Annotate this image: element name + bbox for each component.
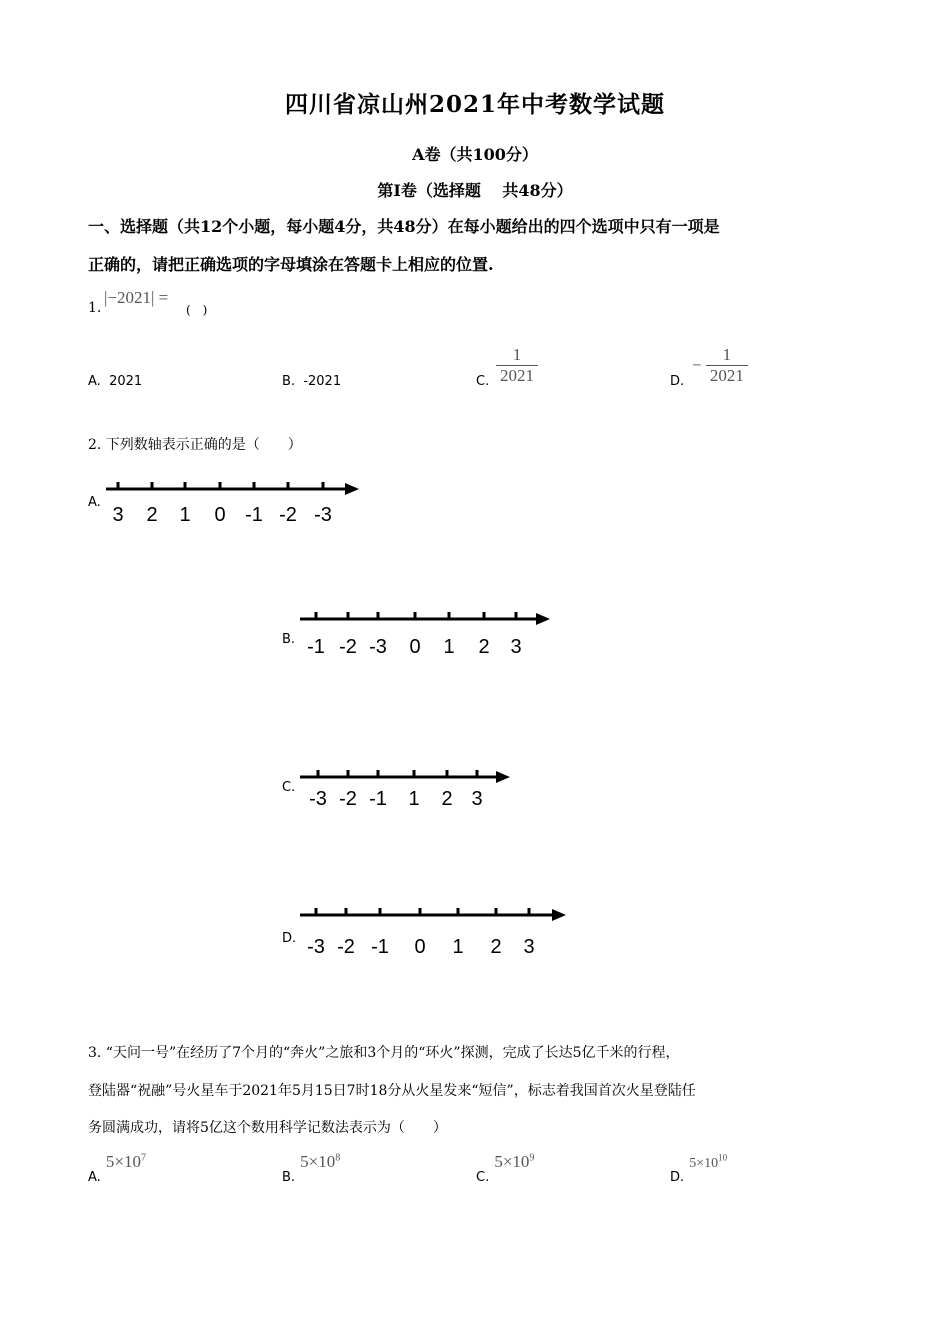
q1-option-c-letter[interactable]: C. xyxy=(476,374,490,389)
q3-text-line1: 3. “天问一号”在经历了7个月的“奔火”之旅和3个月的“环火”探测，完成了长达5亿千米的行程， xyxy=(88,1045,680,1061)
q2-option-a-number-line xyxy=(104,474,364,530)
q2-option-c-letter[interactable]: C. xyxy=(282,780,296,795)
axis-label: 0 xyxy=(414,936,426,958)
volume-a-heading: A卷（共100分） xyxy=(412,145,538,164)
q1-option-d-fraction: − $\frac{1}{2021}$ xyxy=(692,345,748,386)
axis-label: -2 xyxy=(337,936,355,958)
axis-label: 2 xyxy=(478,636,490,658)
q2-option-b-number-line xyxy=(298,606,556,662)
axis-label: -3 xyxy=(309,788,327,810)
axis-label: 2 xyxy=(441,788,453,810)
part-one-heading: 第I卷（选择题 共48分） xyxy=(377,181,573,200)
axis-label: 3 xyxy=(112,504,124,526)
axis-label: -2 xyxy=(279,504,297,526)
q2-text: 2. 下列数轴表示正确的是（ ） xyxy=(88,437,302,453)
axis-label: 1 xyxy=(452,936,464,958)
q2-option-d-letter[interactable]: D. xyxy=(282,931,297,946)
q1-option-a[interactable]: A. 2021 xyxy=(88,374,143,389)
axis-label: -3 xyxy=(307,936,325,958)
axis-label: 2 xyxy=(490,936,502,958)
axis-label: 3 xyxy=(510,636,522,658)
axis-label: 1 xyxy=(179,504,191,526)
axis-label: -1 xyxy=(245,504,263,526)
q3-option-c[interactable]: $_{C.}$ $5\times 10^9$ xyxy=(476,1152,535,1185)
axis-label: 3 xyxy=(471,788,483,810)
axis-label: -3 xyxy=(369,636,387,658)
q3-option-a[interactable]: $_{A.}$ $5\times 10^7$ xyxy=(88,1152,146,1185)
section-instruction-line2: 正确的，请把正确选项的字母填涂在答题卡上相应的位置. xyxy=(88,255,494,274)
q2-option-d-number-line xyxy=(298,903,570,961)
q3-text-line2: 登陆器“祝融”号火星车于2021年5月15日7时18分从火星发来“短信”，标志着我国首次火星登陆任 xyxy=(88,1083,696,1099)
q1-option-c-fraction: $\frac{1}{2021}$ xyxy=(496,345,538,386)
q2-option-c-number-line xyxy=(298,765,514,815)
axis-label: -2 xyxy=(339,636,357,658)
q3-option-d[interactable]: $_{D.}$ $5\times 10^{10}$ xyxy=(670,1152,728,1185)
axis-arrow xyxy=(552,909,566,921)
q3-text-line3: 务圆满成功，请将5亿这个数用科学记数法表示为（ ） xyxy=(88,1120,447,1136)
axis-label: 0 xyxy=(409,636,421,658)
q1-answer-paren: ( ) xyxy=(186,303,208,317)
q1-number: 1. xyxy=(88,300,102,316)
q2-option-b-letter[interactable]: B. xyxy=(282,632,296,647)
axis-label: -1 xyxy=(307,636,325,658)
q1-expression: |−2021| = xyxy=(104,288,169,307)
axis-arrow xyxy=(496,771,510,783)
axis-label: 2 xyxy=(146,504,158,526)
axis-label: 1 xyxy=(408,788,420,810)
axis-arrow xyxy=(345,483,359,495)
axis-arrow xyxy=(536,613,550,625)
section-instruction-line1: 一、选择题（共12个小题，每小题4分，共48分）在每小题给出的四个选项中只有一项是 xyxy=(88,217,720,236)
page-title: 四川省凉山州2021年中考数学试题 xyxy=(284,91,665,118)
axis-label: -1 xyxy=(371,936,389,958)
q1-option-d-letter[interactable]: D. xyxy=(670,374,685,389)
axis-label: 3 xyxy=(523,936,535,958)
q2-option-a-letter[interactable]: A. xyxy=(88,495,101,510)
axis-label: 0 xyxy=(214,504,226,526)
axis-label: -2 xyxy=(339,788,357,810)
axis-label: -1 xyxy=(369,788,387,810)
axis-label: 1 xyxy=(443,636,455,658)
q3-option-b[interactable]: $_{B.}$ $5\times 10^8$ xyxy=(282,1152,341,1185)
axis-label: -3 xyxy=(314,504,332,526)
q1-option-b[interactable]: B. -2021 xyxy=(282,374,342,389)
